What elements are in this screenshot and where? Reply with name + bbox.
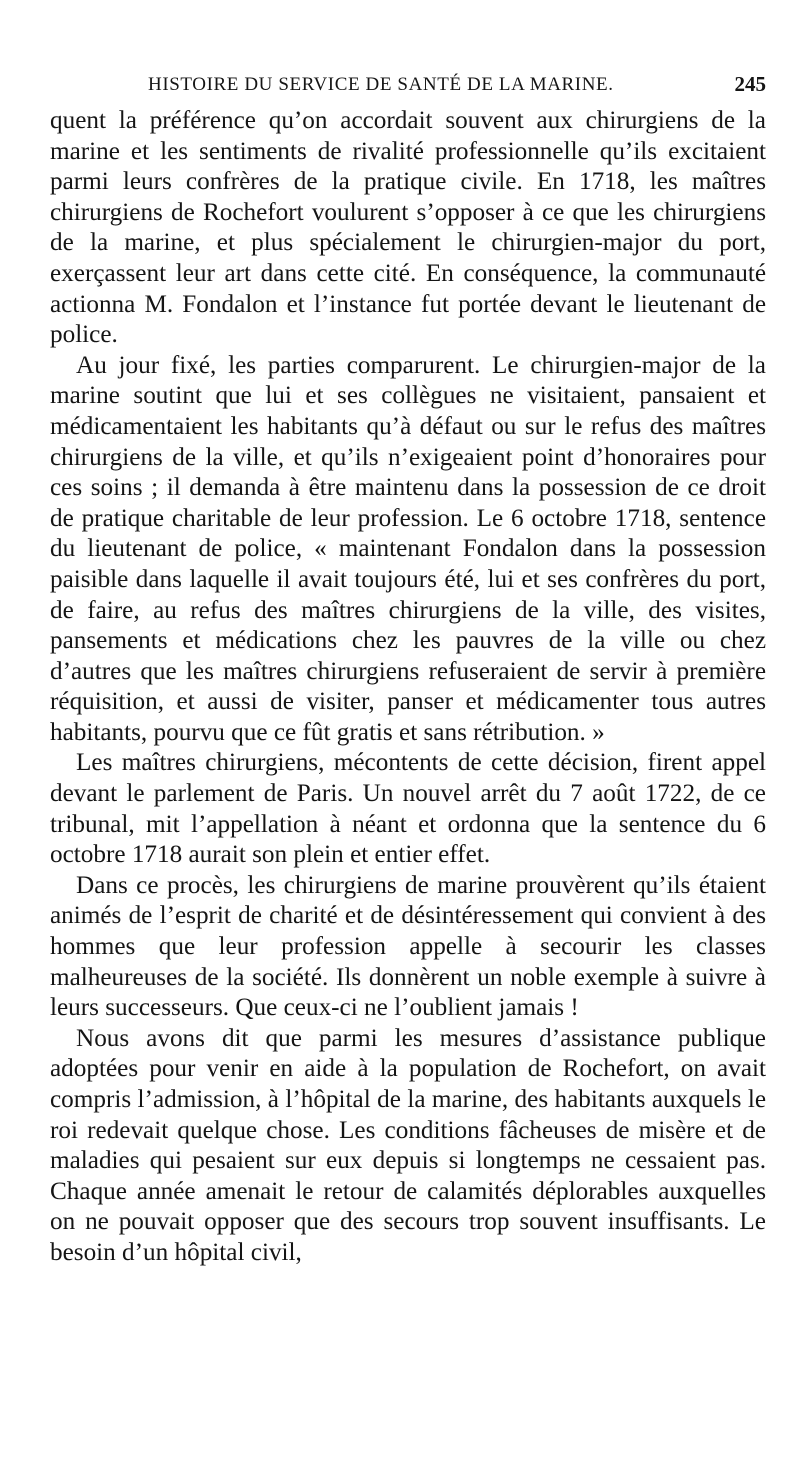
running-header xyxy=(50,68,766,102)
paragraph: Nous avons dit que parmi les mesures d’assistance publique adoptées pour venir en aide à la population de Rochefort, on avait compris l’admission, à l’hôpital de la marine, des habitants auxquels le roi redevait quelque chose. Les conditions fâcheuses de misère et de maladies qui pesaient sur eux depuis si longtemps ne cessaient pas. Chaque année amenait le retour de calamités déplorables auxquelles on ne pouvait opposer que des secours trop souvent insuffisants. Le besoin d’un hôpital civil, xyxy=(50,1024,766,1266)
running-title: HISTOIRE DU SERVICE DE SANTÉ DE LA MARINE. xyxy=(148,74,614,95)
paragraph-continued: quent la préférence qu’on accordait souvent aux chirurgiens de la marine et les sentiments de rivalité professionnelle qu’ils excitaient parmi leurs confrères de la pratique civile. En 1718, les maîtres chirurgiens de Rochefort voulurent s’opposer à ce que les chirurgiens de la marine, et plus spécialement le chirurgien-major du port, exerçassent leur art dans cette cité. En conséquence, la communauté actionna M. Fondalon et l’instance fut portée devant le lieutenant de police. xyxy=(50,107,766,349)
body-text xyxy=(50,106,766,1269)
paragraph: Les maîtres chirurgiens, mécontents de cette décision, firent appel devant le parlement de Paris. Un nouvel arrêt du 7 août 1722, de ce tribunal, mit l’appellation à néant et ordonna que la sentence du 6 octobre 1718 aurait son plein et entier effet. xyxy=(50,749,766,869)
book-page xyxy=(50,68,766,1269)
paragraph: Dans ce procès, les chirurgiens de marine prouvèrent qu’ils étaient animés de l’esprit de charité et de désintéressement qui convient à des hommes que leur profession appelle à secourir les classes malheureuses de la société. Ils donnèrent un noble exemple à suivre à leurs successeurs. Que ceux-ci ne l’oublient jamais ! xyxy=(50,871,766,1022)
page-number: 245 xyxy=(734,72,766,96)
paragraph: Au jour fixé, les parties comparurent. Le chirurgien-major de la marine soutint que lui et ses collègues ne visitaient, pansaient et médicamentaient les habitants qu’à défaut ou sur le refus des maîtres chirurgiens de la ville, et qu’ils n’exigeaient point d’honoraires pour ces soins ; il demanda à être maintenu dans la possession de ce droit de pratique charitable de leur profession. Le 6 octobre 1718, sentence du lieutenant de police, « maintenant Fondalon dans la possession paisible dans laquelle il avait toujours été, lui et ses confrères du port, de faire, au refus des maîtres chirurgiens de la ville, des visites, pansements et médications chez les pauvres de la ville ou chez d’autres que les maîtres chirurgiens refuseraient de servir à première réquisition, et aussi de visiter, panser et médicamenter tous autres habitants, pourvu que ce fût gratis et sans rétribution. » xyxy=(50,351,766,746)
